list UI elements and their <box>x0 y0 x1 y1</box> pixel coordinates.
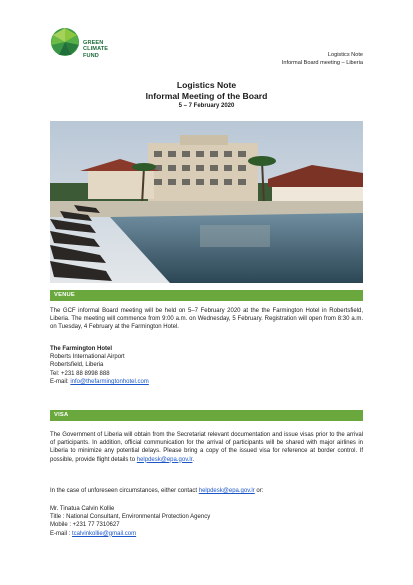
visa-paragraph-end: . <box>192 456 195 463</box>
gcf-logo <box>50 27 140 67</box>
contact-name: Mr. Tinatua Calvin Kollie <box>50 506 115 512</box>
venue-paragraph: The GCF informal Board meeting will be held on 5–7 February 2020 at the the Farmington Hotel in Robertsfield, Liberia. The meeting will commence from 9:00 a.m. on Wednesday, 5 February. Registration will open from 8:30 a.m. on Tuesday, 4 February at the Farmington Hotel. <box>50 308 363 331</box>
contact-mobile: Mobile : +231 77 7310627 <box>50 522 120 529</box>
title-block <box>0 80 413 109</box>
doc-title: Logistics Note <box>176 80 237 90</box>
hotel-tel: Tel: +231 88 8998 888 <box>50 370 110 377</box>
hotel-email-link[interactable]: info@thefarmingtonhotel.com <box>70 378 149 385</box>
hotel-email-label: E-mail: <box>50 378 71 385</box>
hotel-address-line2: Robertsfield, Liberia <box>50 362 104 369</box>
running-header <box>282 51 363 67</box>
contact-email-label: E-mail : <box>50 530 73 537</box>
hotel-address-line1: Roberts International Airport <box>50 354 125 361</box>
contact-title: Title : National Consultant, Environmental Protection Agency <box>50 514 211 521</box>
gcf-globe-icon <box>50 27 80 57</box>
hotel-pool-illustration <box>50 121 363 283</box>
hotel-contact-block <box>50 345 363 386</box>
contact-person-block <box>50 505 363 538</box>
contact-intro-line <box>50 487 363 495</box>
hotel-name: The Farmington Hotel <box>50 346 112 352</box>
venue-section-heading: VENUE <box>50 290 363 301</box>
visa-paragraph-text: The Government of Liberia will obtain from the Secretariat relevant documentation and issue visas prior to the arrival of participants. In addition, official communication for the arrival of participants will be shared with major airlines in Liberia to minimize any potential delays. Please bring a copy of the issued visa for reference at border control. If possible, provide flight details to <box>50 432 363 463</box>
header-subtitle: Informal Board meeting – Liberia <box>281 60 363 66</box>
hotel-photo <box>50 121 363 283</box>
doc-subtitle: Informal Meeting of the Board <box>145 90 268 101</box>
contact-intro-end: or: <box>254 488 264 494</box>
header-doc-type: Logistics Note <box>327 52 363 58</box>
visa-paragraph <box>50 431 363 464</box>
visa-helpdesk-link[interactable]: helpdesk@epa.gov.lr <box>136 456 193 463</box>
contact-email-line <box>50 530 363 538</box>
contact-helpdesk-link[interactable]: helpdesk@epa.gov.lr <box>198 488 255 494</box>
logo-wordmark: GREEN CLIMATE FUND <box>83 40 109 59</box>
contact-email-link[interactable]: tcalvinkollie@gmail.com <box>72 530 137 537</box>
meeting-dates: 5 – 7 February 2020 <box>178 103 235 109</box>
contact-intro-text: In the case of unforeseen circumstances, either contact <box>50 488 199 494</box>
hotel-email-line <box>50 378 363 386</box>
visa-section-heading: VISA <box>50 410 363 421</box>
